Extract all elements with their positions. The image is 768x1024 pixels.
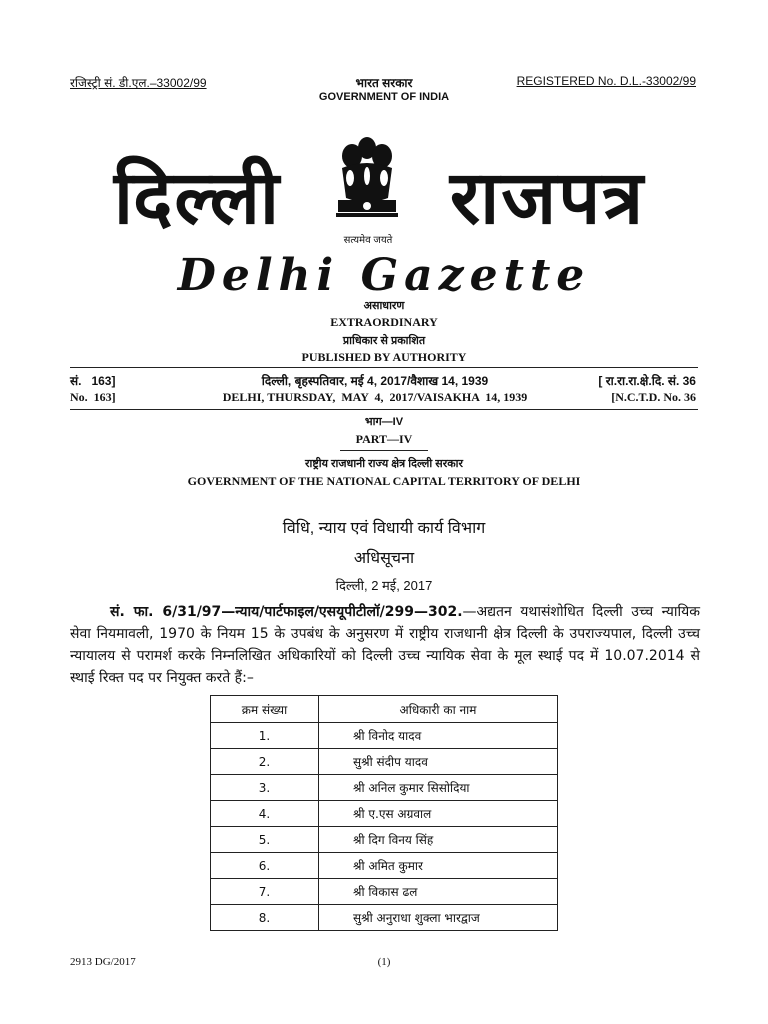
masthead-english: Delhi Gazette [177, 250, 591, 301]
extraordinary-english: EXTRAORDINARY [330, 315, 438, 329]
officer-name-cell: श्री अनिल कुमार सिसोदिया [319, 775, 558, 801]
officer-name-cell: सुश्री अनुराधा शुक्ला भारद्वाज [319, 905, 558, 931]
emblem-motto: सत्यमेव जयते [343, 235, 393, 246]
table-row [211, 827, 558, 853]
serial-cell: 8. [211, 905, 319, 931]
table-row [211, 749, 558, 775]
notification-title: अधिसूचना [353, 550, 415, 567]
masthead-hindi-left: दिल्ली [113, 155, 282, 241]
footer-code: 2913 DG/2017 [70, 956, 136, 968]
page-number: (1) [377, 956, 391, 968]
part-hindi: भाग—IV [364, 416, 404, 428]
file-reference: सं. फा. 6/31/97—न्याय/पार्टफाइल/एसयूपीटीलॉ/299—302. [110, 604, 463, 620]
table-row [211, 723, 558, 749]
divider [340, 450, 428, 451]
govt-nct-hindi: राष्ट्रीय राजधानी राज्य क्षेत्र दिल्ली सरकार [304, 458, 464, 470]
officers-table [210, 695, 558, 931]
national-emblem-icon [328, 128, 406, 236]
place-date: दिल्ली, 2 मई, 2017 [335, 578, 433, 593]
officer-name-cell: श्री अमित कुमार [319, 853, 558, 879]
published-hindi: प्राधिकार से प्रकाशित [342, 335, 426, 347]
serial-cell: 6. [211, 853, 319, 879]
masthead-hindi-right: राजपत्र [449, 155, 646, 241]
serial-cell: 5. [211, 827, 319, 853]
issue-ref-hindi: [ रा.रा.रा.क्षे.दि. सं. 36 [598, 374, 696, 388]
notification-text: —अद्यतन यथासंशोधित दिल्ली उच्च न्यायिक सेवा नियमावली, 1970 के नियम 15 के उपबंध के अनुसरण में राष्ट्रीय राजधानी क्षेत्र दिल्ली के उपराज्यपाल, दिल्ली उच्च न्यायालय से परामर्श करके निम्नलिखित अधिकारियों को दिल्ली उच्च न्यायिक सेवा के मूल स्थाई पद में 10.07.2014 से स्थाई रिक्त पद पर नियुक्त करते हैं:– [70, 604, 700, 686]
divider [70, 409, 698, 410]
registration-hindi: रजिस्ट्री सं. डी.एल.–33002/99 [70, 76, 207, 90]
issue-number-hindi: सं. 163] [70, 374, 116, 388]
published-english: PUBLISHED BY AUTHORITY [301, 350, 467, 364]
registration-english: REGISTERED No. D.L.-33002/99 [516, 74, 696, 88]
govt-english: GOVERNMENT OF INDIA [318, 91, 450, 103]
divider [70, 367, 698, 368]
part-english: PART—IV [355, 432, 413, 446]
serial-cell: 2. [211, 749, 319, 775]
serial-cell: 3. [211, 775, 319, 801]
officer-name-cell: श्री विकास ढल [319, 879, 558, 905]
table-header-row [211, 696, 558, 723]
officer-name-cell: श्री दिग विनय सिंह [319, 827, 558, 853]
officer-name-cell: सुश्री संदीप यादव [319, 749, 558, 775]
notification-body [70, 601, 700, 689]
department-title: विधि, न्याय एवं विधायी कार्य विभाग [282, 520, 486, 537]
table-row [211, 905, 558, 931]
issue-ref-english: [N.C.T.D. No. 36 [611, 390, 696, 404]
table-row [211, 879, 558, 905]
serial-cell: 7. [211, 879, 319, 905]
issue-date-english: DELHI, THURSDAY, MAY 4, 2017/VAISAKHA 14, 1939 [222, 390, 528, 404]
govt-nct-english: GOVERNMENT OF THE NATIONAL CAPITAL TERRITORY OF DELHI [187, 474, 581, 488]
issue-number-english: No. 163] [70, 390, 116, 404]
serial-cell: 1. [211, 723, 319, 749]
officer-name-cell: श्री विनोद यादव [319, 723, 558, 749]
extraordinary-hindi: असाधारण [363, 300, 405, 312]
govt-hindi: भारत सरकार [355, 76, 413, 90]
table-row [211, 801, 558, 827]
serial-cell: 4. [211, 801, 319, 827]
table-row [211, 775, 558, 801]
table-row [211, 853, 558, 879]
issue-date-hindi: दिल्ली, बृहस्पतिवार, मई 4, 2017/वैशाख 14, 1939 [261, 374, 489, 388]
officer-name-cell: श्री ए.एस अग्रवाल [319, 801, 558, 827]
col-name-header: अधिकारी का नाम [319, 696, 558, 723]
col-serial-header: क्रम संख्या [211, 696, 319, 723]
